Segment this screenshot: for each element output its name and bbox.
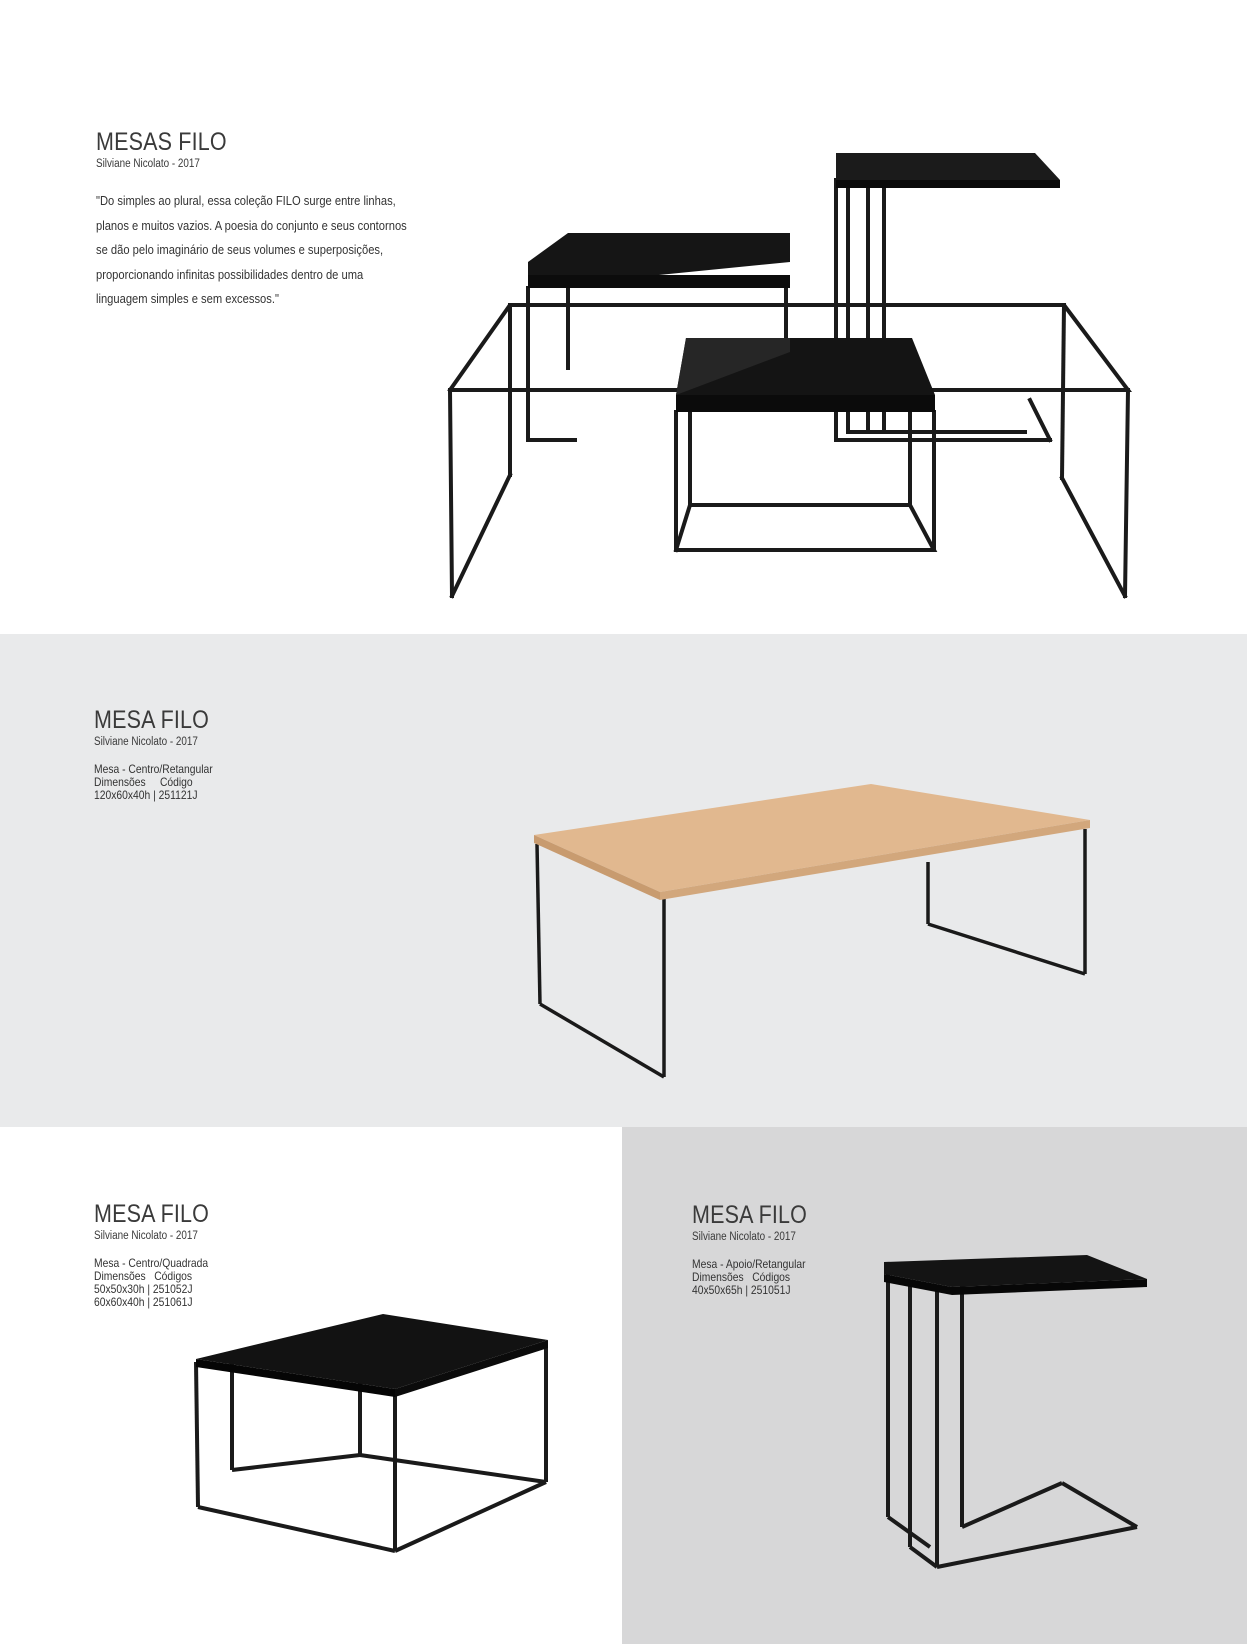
square-table-designer: Silviane Nicolato - 2017	[94, 1230, 198, 1242]
rect-table-type: Mesa - Centro/Retangular	[94, 762, 213, 776]
side-table-photo	[622, 1127, 1247, 1644]
collection-description: "Do simples ao plural, essa coleção FILO surge entre linhas, planos e muitos vazios. A poesia do conjunto e seus contornos se dão pelo imaginário de seus volumes e superposições, proporcionando infinitas possibilidades dentro de uma linguagem simples e sem excessos."	[96, 193, 407, 306]
rect-table-dimensions-code: 120x60x40h | 251121J	[94, 788, 198, 802]
rect-wood-table-photo	[0, 634, 1247, 1127]
square-black-table-photo	[0, 1127, 622, 1644]
collection-designer: Silviane Nicolato - 2017	[96, 158, 200, 170]
rect-table-spec-header: Dimensões Código	[94, 775, 193, 789]
square-table-spec-header: Dimensões Códigos	[94, 1269, 193, 1283]
rect-table-designer: Silviane Nicolato - 2017	[94, 736, 198, 748]
side-table-spec-header: Dimensões Códigos	[692, 1270, 791, 1284]
side-table-designer: Silviane Nicolato - 2017	[692, 1231, 796, 1243]
rect-table-title: MESA FILO	[94, 706, 210, 734]
square-table-title: MESA FILO	[94, 1200, 210, 1228]
square-table-size-small: 50x50x30h | 251052J	[94, 1282, 193, 1296]
square-table-type: Mesa - Centro/Quadrada	[94, 1256, 209, 1270]
table-set-photo	[0, 0, 1247, 634]
side-table-dimensions-code: 40x50x65h | 251051J	[692, 1283, 791, 1297]
collection-title: MESAS FILO	[96, 128, 227, 156]
side-table-title: MESA FILO	[692, 1201, 808, 1229]
side-table-type: Mesa - Apoio/Retangular	[692, 1257, 806, 1271]
square-table-size-large: 60x60x40h | 251061J	[94, 1295, 193, 1309]
